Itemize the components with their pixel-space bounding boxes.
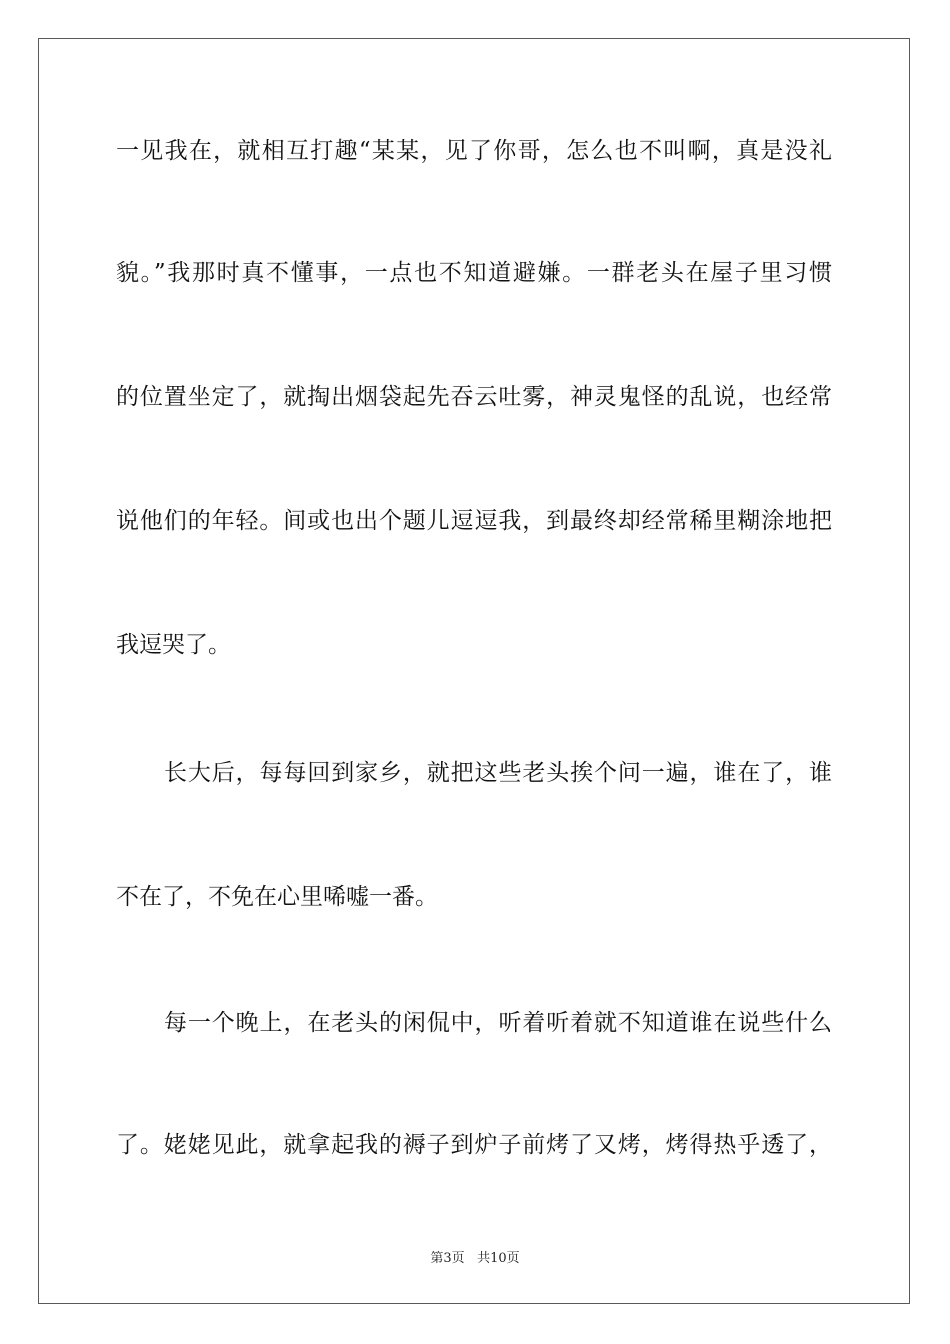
text-line-7: 不在了，不免在心里唏嘘一番。 bbox=[116, 884, 438, 910]
text-line-6: 长大后，每每回到家乡，就把这些老头挨个问一遍，谁在了，谁 bbox=[164, 760, 832, 786]
page-total: 共10页 bbox=[477, 1251, 520, 1266]
page-number: 第3页 bbox=[430, 1251, 465, 1266]
text-line-1: 一见我在，就相互打趣“某某，见了你哥，怎么也不叫啊，真是没礼 bbox=[116, 138, 832, 164]
page-footer bbox=[0, 1247, 950, 1266]
text-line-2: 貌。”我那时真不懂事，一点也不知道避嫌。一群老头在屋子里习惯 bbox=[116, 260, 832, 286]
text-line-3: 的位置坐定了，就掏出烟袋起先吞云吐雾，神灵鬼怪的乱说，也经常 bbox=[116, 384, 832, 410]
text-line-5: 我逗哭了。 bbox=[116, 632, 231, 658]
text-line-9: 了。姥姥见此，就拿起我的褥子到炉子前烤了又烤，烤得热乎透了， bbox=[116, 1132, 832, 1158]
text-line-4: 说他们的年轻。间或也出个题儿逗逗我，到最终却经常稀里糊涂地把 bbox=[116, 508, 832, 534]
text-line-8: 每一个晚上，在老头的闲侃中，听着听着就不知道谁在说些什么 bbox=[164, 1010, 832, 1036]
page-border bbox=[38, 38, 910, 1304]
